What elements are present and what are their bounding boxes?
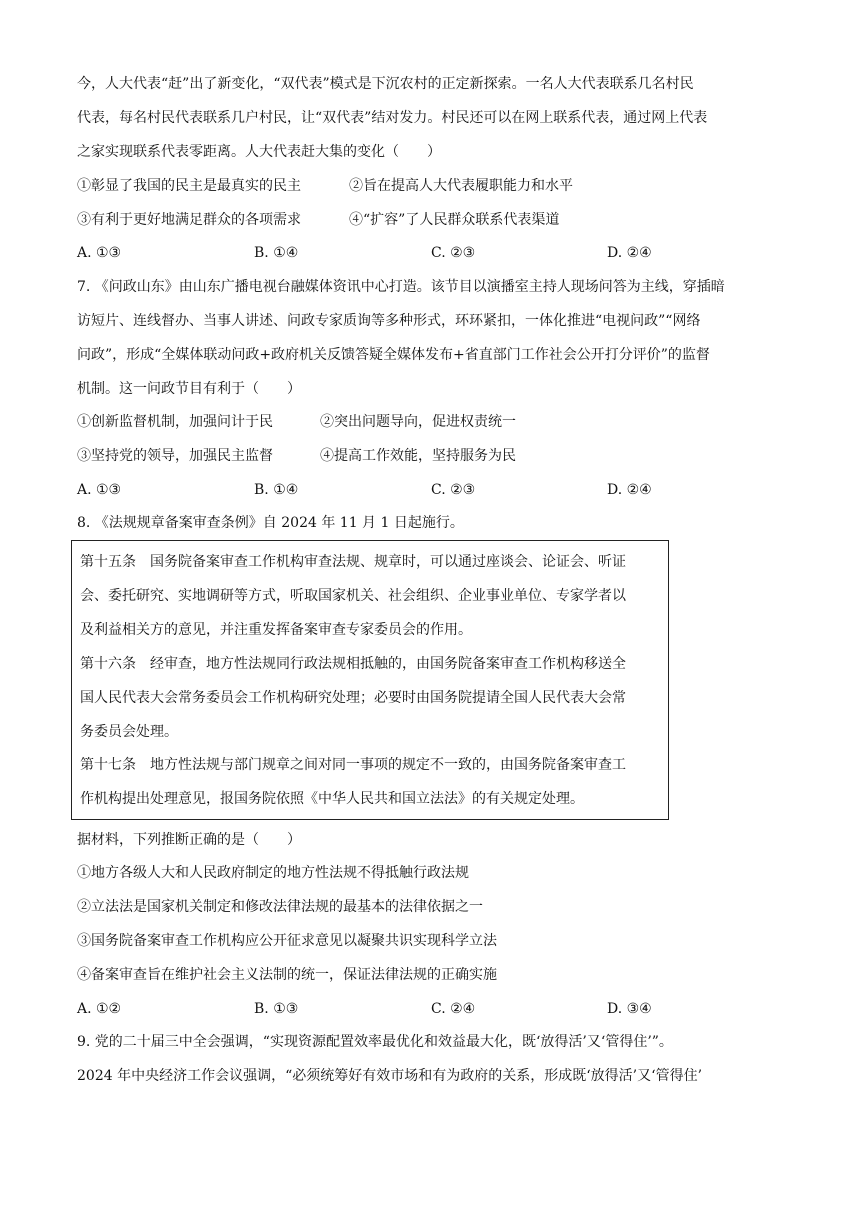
q6-statement-4: ④“扩容”了人民群众联系代表渠道 [349,212,560,228]
q8-option-c: C. ②④ [431,1001,476,1017]
q7-line-4: 机制。这一问政节目有利于（ ） [77,381,301,397]
q6-line-2: 代表，每名村民代表联系几户村民，让“双代表”结对发力。村民还可以在网上联系代表，通过网上代表 [77,110,708,126]
q6-option-a: A. ①③ [77,245,122,261]
q7-option-a: A. ①③ [77,482,122,498]
q8-statement-1: ①地方各级人大和人民政府制定的地方性法规不得抵触行政法规 [77,865,469,881]
q7-statement-2: ②突出问题导向，促进权责统一 [320,414,516,430]
q6-statement-2: ②旨在提高人大代表履职能力和水平 [349,178,573,194]
q8-article-16-line-2: 国人民代表大会常务委员会工作机构研究处理；必要时由国务院提请全国人民代表大会常 [80,690,626,706]
q8-article-17-line-2: 作机构提出处理意见，报国务院依照《中华人民共和国立法法》的有关规定处理。 [80,791,584,807]
q8-question: 据材料，下列推断正确的是（ ） [77,832,301,848]
q7-statement-4: ④提高工作效能，坚持服务为民 [320,448,516,464]
q7-option-d: D. ②④ [607,482,652,498]
q8-article-17-line-1: 第十七条 地方性法规与部门规章之间对同一事项的规定不一致的，由国务院备案审查工 [80,757,626,773]
q8-intro: 8. 《法规规章备案审查条例》自 2024 年 11 月 1 日起施行。 [77,515,464,531]
q7-line-2: 访短片、连线督办、当事人讲述、问政专家质询等多种形式，环环紧扣，一体化推进“电视问政”“网络 [77,313,701,329]
q7-option-c: C. ②③ [431,482,476,498]
q7-line-1: 7. 《问政山东》由山东广播电视台融媒体资讯中心打造。该节目以演播室主持人现场问答为主线，穿插暗 [77,279,725,295]
q8-option-a: A. ①② [77,1001,122,1017]
q7-statement-1: ①创新监督机制，加强问计于民 [77,414,273,430]
q8-article-16-line-1: 第十六条 经审查，地方性法规同行政法规相抵触的，由国务院备案审查工作机构移送全 [80,656,626,672]
q8-article-15-line-1: 第十五条 国务院备案审查工作机构审查法规、规章时，可以通过座谈会、论证会、听证 [80,554,626,570]
q6-statement-1: ①彰显了我国的民主是最真实的民主 [77,178,301,194]
q7-option-b: B. ①④ [254,482,299,498]
q6-option-d: D. ②④ [607,245,652,261]
q7-line-3: 问政”，形成“全媒体联动问政+政府机关反馈答疑全媒体发布+省直部门工作社会公开打分评价”的监督 [77,347,710,363]
q6-line-1: 今，人大代表“赶”出了新变化，“双代表”模式是下沉农村的正定新探索。一名人大代表联系几名村民 [77,76,694,92]
q9-line-2: 2024 年中央经济工作会议强调，“必须统筹好有效市场和有为政府的关系，形成既‘放得活’又‘管得住’ [77,1068,703,1084]
q8-option-b: B. ①③ [254,1001,299,1017]
q7-statement-3: ③坚持党的领导，加强民主监督 [77,448,273,464]
q8-article-15-line-2: 会、委托研究、实地调研等方式，听取国家机关、社会组织、企业事业单位、专家学者以 [80,588,626,604]
q6-statement-3: ③有利于更好地满足群众的各项需求 [77,212,301,228]
q8-material-box [71,540,669,820]
q8-option-d: D. ③④ [607,1001,652,1017]
q8-statement-2: ②立法法是国家机关制定和修改法律法规的最基本的法律依据之一 [77,899,483,915]
q8-statement-4: ④备案审查旨在维护社会主义法制的统一，保证法律法规的正确实施 [77,967,497,983]
q8-statement-3: ③国务院备案审查工作机构应公开征求意见以凝聚共识实现科学立法 [77,933,497,949]
q6-option-b: B. ①④ [254,245,299,261]
q6-option-c: C. ②③ [431,245,476,261]
q8-article-16-line-3: 务委员会处理。 [80,724,178,740]
q6-line-3: 之家实现联系代表零距离。人大代表赶大集的变化（ ） [77,144,441,160]
q9-line-1: 9. 党的二十届三中全会强调，“实现资源配置效率最优化和效益最大化，既‘放得活’又‘管得住’”。 [77,1034,673,1050]
q8-article-15-line-3: 及利益相关方的意见，并注重发挥备案审查专家委员会的作用。 [80,622,472,638]
